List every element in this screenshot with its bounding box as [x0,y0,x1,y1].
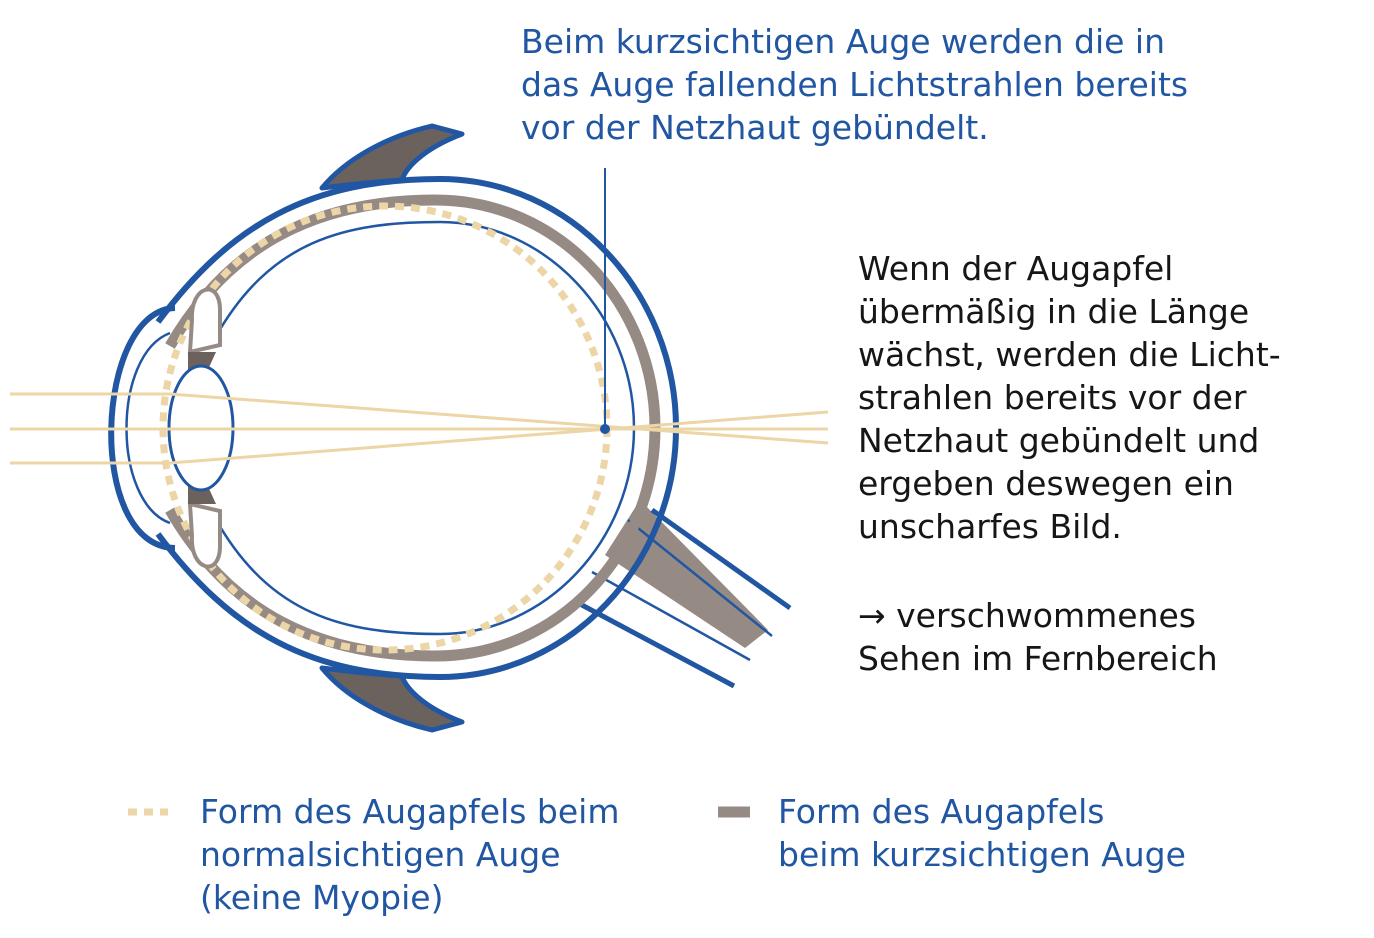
explanation-text [858,247,1281,548]
legend-line: (keine Myopie) [200,878,444,917]
focal-point [600,424,610,434]
upper-ciliary-body [190,289,220,352]
light-rays [10,394,828,463]
lower-ciliary-body [190,504,220,567]
conclusion-line: → verschwommenes [858,596,1196,635]
explanation-line: wächst, werden die Licht- [858,335,1281,374]
conclusion-text [858,594,1218,680]
legend-line: Form des Augapfels [778,792,1105,831]
callout-line: vor der Netzhaut gebündelt. [521,108,989,147]
explanation-line: unscharfes Bild. [858,507,1122,546]
explanation-line: ergeben deswegen ein [858,464,1234,503]
callout-text [521,20,1188,149]
explanation-line: Wenn der Augapfel [858,249,1174,288]
callout-line: Beim kurzsichtigen Auge werden die in [521,22,1165,61]
legend-line: normalsichtigen Auge [200,835,561,874]
legend-normal-eye-label [200,790,620,919]
optic-nerve [580,500,790,686]
legend-line: beim kurzsichtigen Auge [778,835,1186,874]
callout-line: das Auge fallenden Lichtstrahlen bereits [521,65,1189,104]
explanation-line: Netzhaut gebündelt und [858,421,1260,460]
conclusion-line: Sehen im Fernbereich [858,639,1218,678]
legend-myopic-eye-label [778,790,1186,876]
legend-line: Form des Augapfels beim [200,792,620,831]
explanation-line: übermäßig in die Länge [858,292,1250,331]
explanation-line: strahlen bereits vor der [858,378,1247,417]
